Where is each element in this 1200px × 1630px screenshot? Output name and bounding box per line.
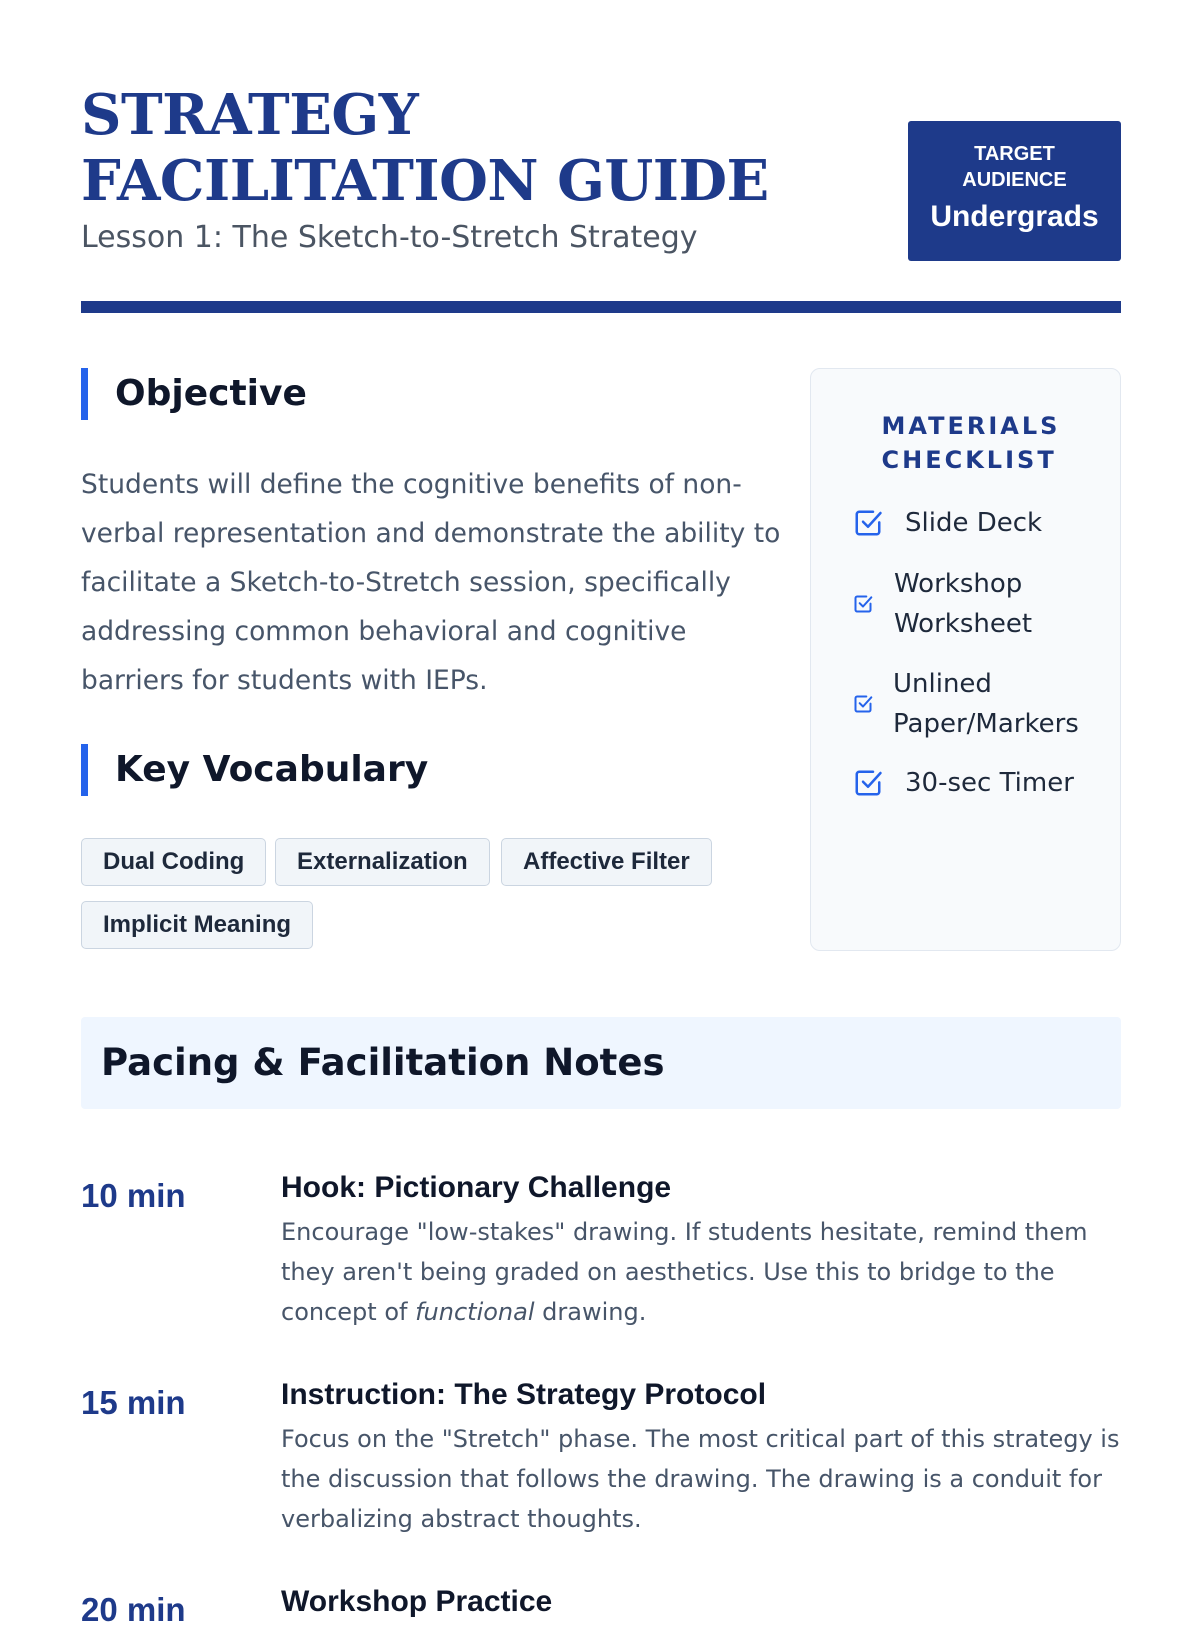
vocab-tag-affective-filter: Affective Filter xyxy=(501,838,712,886)
header xyxy=(81,82,1121,262)
materials-item-label: Workshop Worksheet xyxy=(894,569,1033,639)
key-vocabulary-heading: Key Vocabulary xyxy=(81,744,781,796)
checkbox-checked-icon xyxy=(853,508,883,538)
header-divider xyxy=(81,301,1121,313)
materials-checklist-title: MATERIALS CHECKLIST xyxy=(881,412,1061,474)
materials-item xyxy=(853,564,1103,644)
pacing-time: 20 min xyxy=(81,1591,186,1628)
materials-item-label: Slide Deck xyxy=(905,508,1043,538)
checkbox-checked-icon xyxy=(853,694,873,714)
materials-item xyxy=(853,664,1103,744)
objective-heading: Objective xyxy=(81,368,781,420)
materials-item-label: Unlined Paper/Markers xyxy=(893,669,1079,739)
objective-text: Students will define the cognitive benefits of non-verbal representation and demonstrate the ability to facilitate a Sketch-to-Stretch session, specifically addressing common behavioral and cognitive barriers for students with IEPs. xyxy=(81,469,781,696)
checkbox-checked-icon xyxy=(853,768,883,798)
vocab-tag-implicit-meaning: Implicit Meaning xyxy=(81,901,313,949)
checkbox-checked-icon xyxy=(853,594,873,614)
lesson-subtitle: Lesson 1: The Sketch-to-Stretch Strategy xyxy=(81,220,698,255)
materials-item xyxy=(853,763,1103,803)
pacing-step-title: Workshop Practice xyxy=(281,1585,553,1618)
pacing-time: 15 min xyxy=(81,1384,186,1421)
pacing-step-description: Encourage "low-stakes" drawing. If students hesitate, remind them they aren't being graded on aesthetics. Use this to bridge to the concept of functional drawing. xyxy=(281,1218,1088,1326)
pacing-time: 10 min xyxy=(81,1177,186,1214)
pacing-step-description: Focus on the "Stretch" phase. The most critical part of this strategy is the discussion that follows the drawing. The drawing is a conduit for verbalizing abstract thoughts. xyxy=(281,1425,1120,1533)
pacing-banner xyxy=(81,1017,1121,1109)
target-audience-badge xyxy=(908,121,1121,261)
vocab-tag-dual-coding: Dual Coding xyxy=(81,838,266,886)
page-title: STRATEGY FACILITATION GUIDE xyxy=(81,82,769,214)
pacing-step-title: Hook: Pictionary Challenge xyxy=(281,1171,672,1204)
guide-page xyxy=(81,0,1121,1628)
materials-item xyxy=(853,503,1103,543)
materials-item-label: 30-sec Timer xyxy=(905,768,1074,798)
materials-checklist-card xyxy=(810,368,1121,951)
pacing-step-title: Instruction: The Strategy Protocol xyxy=(281,1378,767,1411)
target-audience-value: Undergrads xyxy=(930,200,1099,233)
pacing-heading: Pacing & Facilitation Notes xyxy=(101,1041,665,1084)
target-audience-label: TARGET AUDIENCE xyxy=(962,143,1067,191)
vocab-tag-externalization: Externalization xyxy=(275,838,490,886)
